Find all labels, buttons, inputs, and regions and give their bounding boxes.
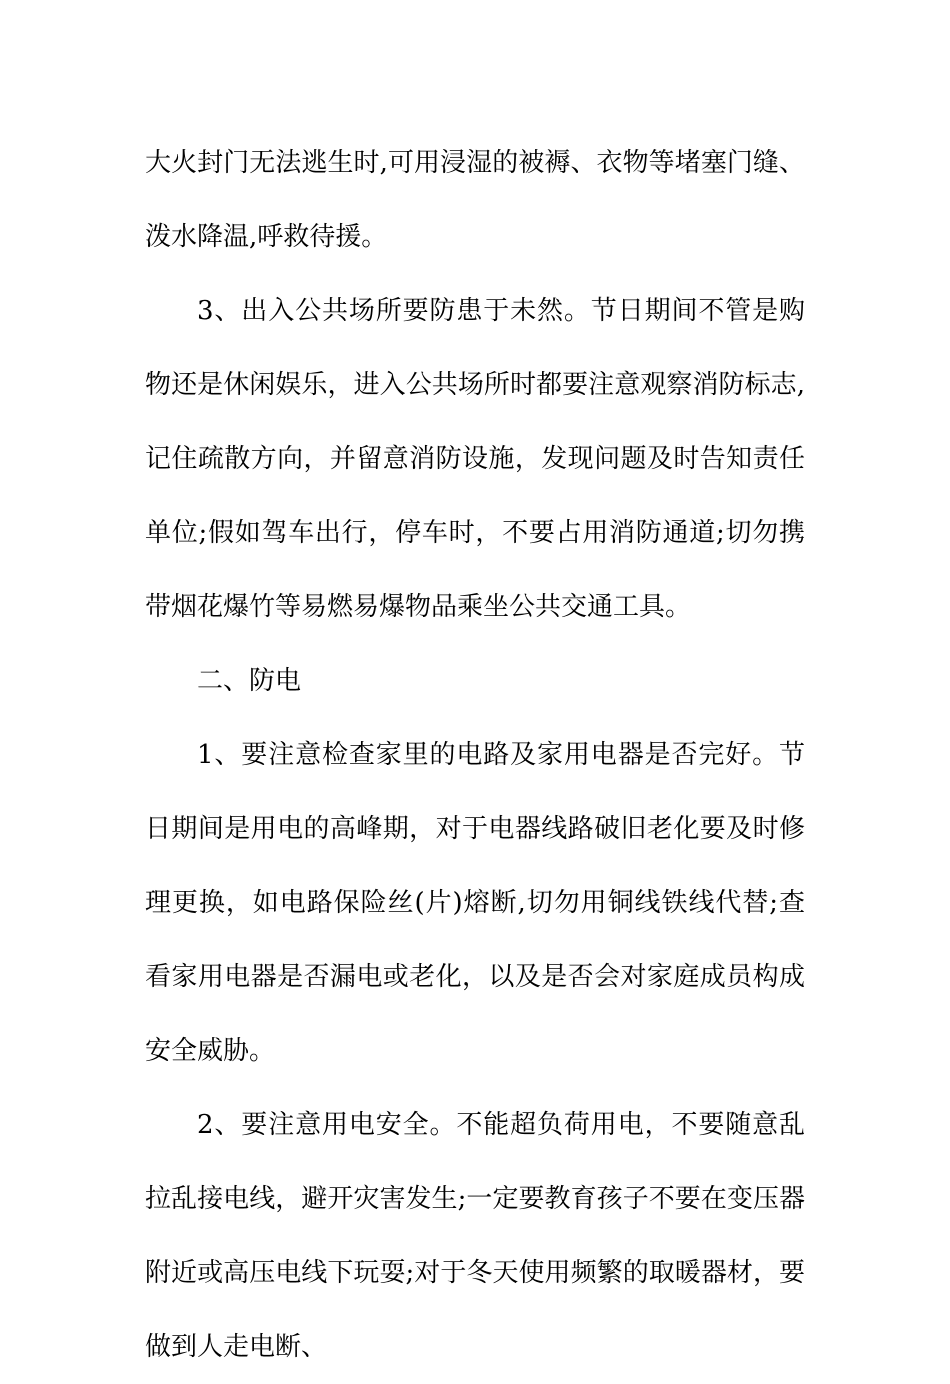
document-body bbox=[145, 126, 805, 1384]
paragraph-public-places: 3、出入公共场所要防患于未然。节日期间不管是购物还是休闲娱乐，进入公共场所时都要注意观察消防标志,记住疏散方向，并留意消防设施，发现问题及时告知责任单位;假如驾车出行，停车时，不要占用消防通道;切勿携带烟花爆竹等易燃易爆物品乘坐公共交通工具。 bbox=[145, 296, 805, 622]
paragraph-check-circuits: 1、要注意检查家里的电路及家用电器是否完好。节日期间是用电的高峰期，对于电器线路破旧老化要及时修理更换，如电路保险丝(片)熔断,切勿用铜线铁线代替;查看家用电器是否漏电或老化，以及是否会对家庭成员构成安全威胁。 bbox=[145, 740, 805, 1066]
paragraph-electrical-safety: 2、要注意用电安全。不能超负荷用电，不要随意乱拉乱接电线，避开灾害发生;一定要教育孩子不要在变压器附近或高压电线下玩耍;对于冬天使用频繁的取暖器材，要做到人走电断、 bbox=[145, 1110, 805, 1362]
paragraph-fire-escape-continued: 大火封门无法逃生时,可用浸湿的被褥、衣物等堵塞门缝、泼水降温,呼救待援。 bbox=[145, 148, 805, 252]
section-heading-electricity: 二、防电 bbox=[197, 666, 302, 696]
